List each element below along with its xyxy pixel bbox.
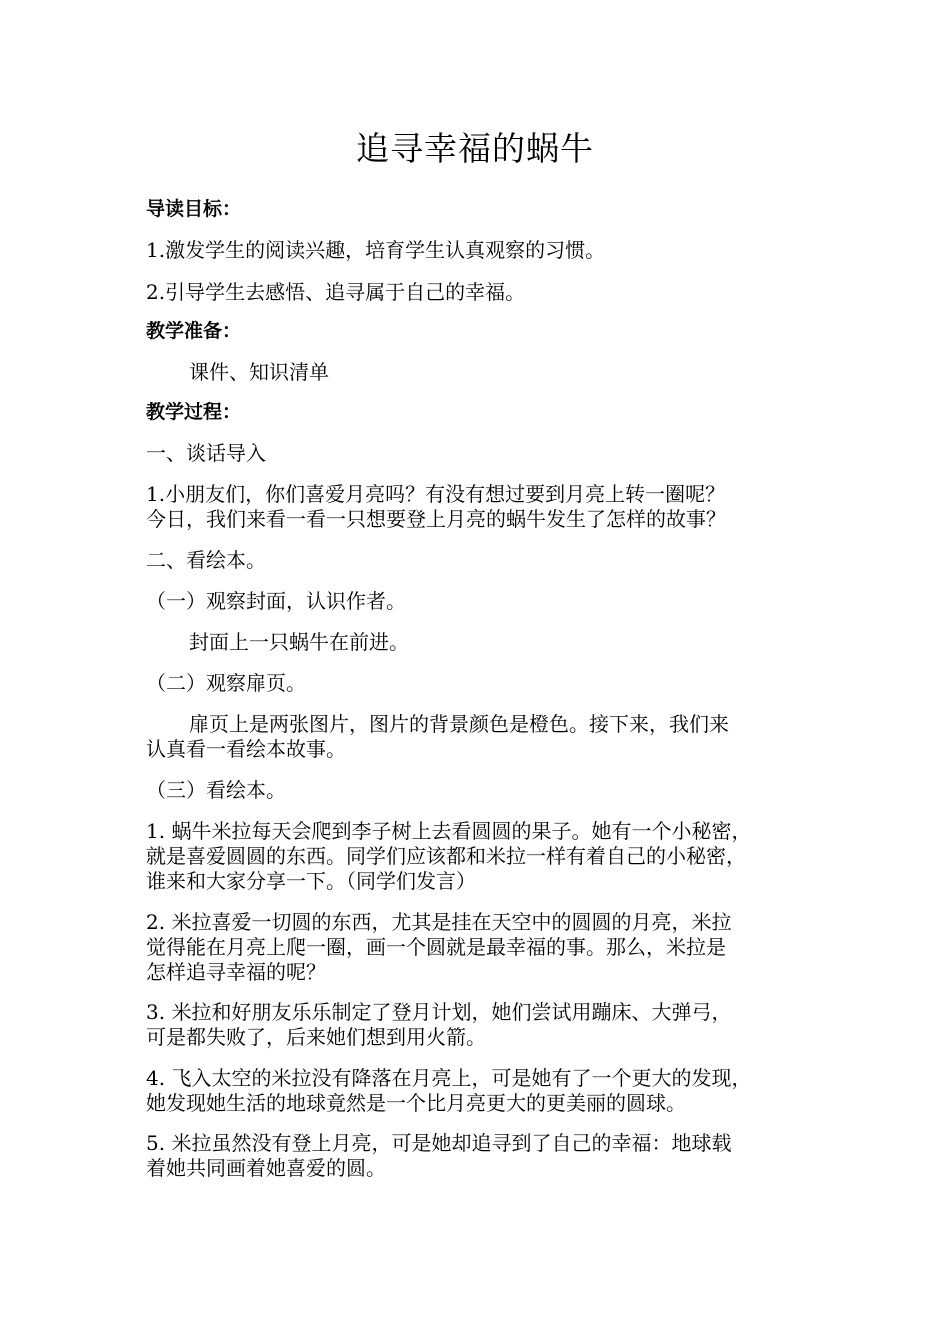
sub-2-line-1: 扉页上是两张图片，图片的背景颜色是橙色。接下来，我们来: [189, 712, 729, 736]
item-4-line-1: 4. 飞入太空的米拉没有降落在月亮上，可是她有了一个更大的发现，: [146, 1066, 752, 1090]
section-1: 一、谈话导入: [146, 441, 266, 465]
heading-prep: 教学准备：: [146, 320, 242, 342]
item-1-line-2: 就是喜爱圆圆的东西。同学们应该都和米拉一样有着自己的小秘密，: [146, 844, 746, 868]
sub-1-text: 封面上一只蜗牛在前进。: [189, 630, 409, 654]
item-5-line-1: 5. 米拉虽然没有登上月亮，可是她却追寻到了自己的幸福：地球载: [146, 1131, 732, 1155]
document-title: 追寻幸福的蜗牛: [356, 129, 594, 168]
sub-heading-1: （一）观察封面，认识作者。: [146, 589, 406, 613]
sub-heading-2: （二）观察扉页。: [146, 671, 306, 695]
goal-1: 1.激发学生的阅读兴趣，培育学生认真观察的习惯。: [146, 238, 606, 262]
item-4-line-2: 她发现她生活的地球竟然是一个比月亮更大的更美丽的圆球。: [146, 1091, 686, 1115]
goal-2: 2.引导学生去感悟、追寻属于自己的幸福。: [146, 280, 526, 304]
sub-heading-3: （三）看绘本。: [146, 778, 286, 802]
item-2-line-1: 2. 米拉喜爱一切圆的东西，尤其是挂在天空中的圆圆的月亮，米拉: [146, 910, 732, 934]
prep-text: 课件、知识清单: [189, 360, 329, 384]
item-2-line-2: 觉得能在月亮上爬一圈，画一个圆就是最幸福的事。那么，米拉是: [146, 935, 726, 959]
item-3-line-2: 可是都失败了，后来她们想到用火箭。: [146, 1025, 486, 1049]
item-1-line-1: 1. 蜗牛米拉每天会爬到李子树上去看圆圆的果子。她有一个小秘密，: [146, 819, 752, 843]
item-3-line-1: 3. 米拉和好朋友乐乐制定了登月计划，她们尝试用蹦床、大弹弓，: [146, 1000, 732, 1024]
item-5-line-2: 着她共同画着她喜爱的圆。: [146, 1156, 386, 1180]
section-2: 二、看绘本。: [146, 548, 266, 572]
heading-process: 教学过程：: [146, 401, 242, 423]
intro-line-2: 今日，我们来看一看一只想要登上月亮的蜗牛发生了怎样的故事？: [146, 507, 726, 531]
item-2-line-3: 怎样追寻幸福的呢？: [146, 960, 326, 984]
sub-2-line-2: 认真看一看绘本故事。: [146, 737, 346, 761]
item-1-line-3: 谁来和大家分享一下。（同学们发言）: [146, 869, 476, 893]
heading-goals: 导读目标：: [146, 198, 242, 220]
intro-line-1: 1.小朋友们，你们喜爱月亮吗？有没有想过要到月亮上转一圈呢？: [146, 482, 726, 506]
